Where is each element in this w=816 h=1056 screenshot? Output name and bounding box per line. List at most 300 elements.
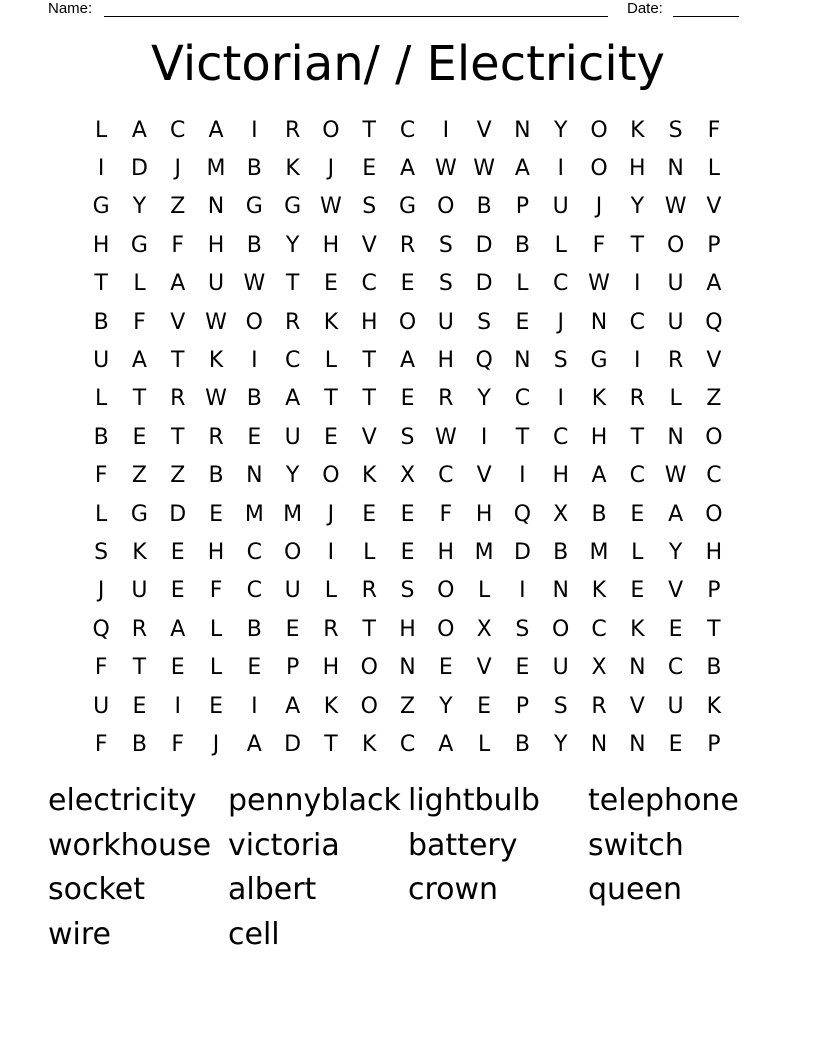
grid-letter: W [664,194,687,220]
grid-letter: N [552,578,569,604]
grid-letter: O [437,578,455,604]
grid-letter: R [667,348,684,374]
date-line [673,16,739,17]
grid-letter: A [514,156,530,182]
grid-letter: R [323,616,339,642]
grid-letter: G [590,348,608,374]
grid-letter: H [552,463,569,489]
grid-letter: K [323,693,339,719]
date-label: Date: [627,0,663,17]
grid-letter: L [324,348,338,374]
grid-letter: U [93,348,110,374]
grid-letter: Z [399,693,416,719]
grid-letter: U [284,424,301,450]
grid-letter: L [209,655,223,681]
grid-letter: P [285,655,300,681]
grid-letter: A [246,731,262,757]
grid-letter: N [246,463,263,489]
grid-letter: U [131,578,148,604]
grid-letter: E [668,616,683,642]
name-line [104,16,608,17]
grid-letter: V [476,463,492,489]
grid-letter: T [132,386,147,412]
grid-letter: I [251,117,258,143]
grid-letter: I [97,156,105,182]
grid-letter: U [667,271,684,297]
grid-letter: H [475,501,493,527]
grid-letter: T [630,424,645,450]
word-list-item: cell [228,916,280,952]
grid-letter: S [477,309,492,335]
grid-letter: E [630,578,645,604]
grid-letter: I [327,539,335,565]
grid-letter: N [207,194,225,220]
grid-letter: E [323,271,338,297]
grid-letter: I [557,156,564,182]
name-label: Name: [48,0,93,17]
grid-letter: U [667,309,684,335]
grid-letter: K [362,463,377,489]
grid-letter: R [438,386,454,412]
grid-letter: P [707,731,721,757]
grid-letter: Q [513,501,532,527]
grid-letter: V [476,117,492,143]
grid-letter: R [399,232,416,258]
grid-letter: H [207,232,225,258]
grid-letter: G [398,194,417,220]
grid-letter: P [515,693,530,719]
grid-letter: R [170,386,186,412]
grid-letter: E [247,424,262,450]
grid-letter: U [552,194,569,220]
grid-letter: J [327,156,335,182]
word-list-item: socket [48,872,146,908]
grid-letter: B [514,731,530,757]
grid-letter: D [284,731,302,757]
grid-letter: A [131,117,147,143]
word-list-item: wire [48,916,112,952]
grid-letter: E [400,271,415,297]
grid-letter: M [283,501,303,527]
grid-letter: V [170,309,186,335]
letter-grid [82,111,733,764]
word-list-item: workhouse [48,827,212,863]
grid-letter: D [475,271,493,297]
grid-letter: O [322,117,340,143]
grid-letter: G [92,194,110,220]
grid-letter: S [400,578,415,604]
grid-letter: L [707,156,721,182]
grid-letter: B [591,501,607,527]
header [48,0,748,18]
grid-letter: M [206,156,226,182]
grid-letter: X [553,501,569,527]
grid-letter: Y [553,731,568,757]
grid-letter: D [513,539,531,565]
grid-letter: S [438,232,453,258]
grid-letter: A [438,731,454,757]
grid-letter: B [246,232,262,258]
grid-letter: T [630,232,645,258]
grid-letter: Y [477,386,491,412]
grid-letter: E [630,501,645,527]
grid-letter: V [668,578,684,604]
grid-letter: N [629,655,646,681]
grid-letter: A [170,271,186,297]
grid-letter: Z [131,463,147,489]
grid-letter: H [322,232,340,258]
grid-letter: R [591,693,607,719]
grid-letter: Q [92,616,110,642]
grid-letter: L [133,271,146,297]
grid-letter: A [706,271,722,297]
grid-letter: B [93,309,109,335]
grid-letter: C [246,539,263,565]
grid-letter: I [442,117,450,143]
grid-letter: O [437,194,455,220]
grid-letter: A [285,693,301,719]
word-list-item: crown [408,872,499,908]
grid-letter: P [707,232,721,258]
grid-letter: C [361,271,377,297]
grid-letter: N [667,156,684,182]
grid-letter: A [399,156,416,182]
grid-letter: I [174,693,181,719]
grid-letter: J [595,194,603,220]
grid-letter: Y [132,194,147,220]
grid-letter: K [362,731,377,757]
grid-letter: L [554,232,567,258]
grid-letter: G [130,501,148,527]
grid-letter: C [246,578,263,604]
grid-letter: L [209,616,223,642]
grid-letter: J [174,156,181,182]
grid-letter: H [399,616,416,642]
grid-letter: R [284,309,301,335]
grid-letter: W [434,156,457,182]
grid-letter: C [399,731,416,757]
grid-letter: M [244,501,264,527]
grid-letter: E [170,578,185,604]
grid-letter: D [475,232,493,258]
grid-letter: S [553,693,568,719]
grid-letter: J [97,578,105,604]
grid-letter: I [251,348,258,374]
word-list-item: queen [588,872,682,908]
grid-letter: T [362,117,376,143]
grid-letter: N [590,731,608,757]
grid-letter: T [324,731,338,757]
grid-letter: Z [170,194,186,220]
grid-letter: I [557,386,564,412]
grid-letter: O [360,655,378,681]
grid-letter: B [246,386,262,412]
grid-letter: L [95,117,108,143]
grid-letter: D [130,156,148,182]
grid-letter: V [706,194,722,220]
grid-letter: K [208,348,224,374]
grid-letter: P [515,194,530,220]
grid-letter: W [588,271,610,297]
grid-letter: O [437,616,455,642]
grid-letter: I [634,348,641,374]
grid-letter: J [557,309,564,335]
grid-letter: E [247,655,262,681]
word-list-item: pennyblack [228,782,401,818]
grid-letter: C [591,616,607,642]
grid-letter: A [131,348,147,374]
grid-letter: K [630,117,645,143]
grid-letter: G [284,194,302,220]
grid-letter: B [93,424,109,450]
grid-letter: E [209,501,223,527]
grid-letter: Q [705,309,723,335]
grid-letter: B [246,156,262,182]
grid-letter: A [399,348,416,374]
grid-letter: E [400,539,415,565]
grid-letter: K [323,309,339,335]
grid-letter: O [590,156,608,182]
grid-letter: Z [706,386,722,412]
grid-letter: L [95,386,108,412]
grid-letter: I [519,578,526,604]
word-list-item: telephone [588,782,739,818]
grid-letter: T [707,616,721,642]
grid-letter: J [212,731,220,757]
grid-letter: H [437,348,455,374]
grid-letter: T [362,616,376,642]
grid-letter: D [169,501,187,527]
grid-letter: R [208,424,224,450]
grid-letter: X [399,463,416,489]
grid-letter: K [706,693,722,719]
grid-letter: O [705,424,723,450]
grid-letter: W [320,194,342,220]
grid-letter: A [668,501,684,527]
grid-letter: V [629,693,645,719]
grid-letter: F [133,309,146,335]
grid-letter: U [284,578,301,604]
grid-letter: O [283,539,302,565]
grid-letter: W [434,424,457,450]
grid-letter: C [629,463,645,489]
grid-letter: A [208,117,224,143]
grid-letter: X [591,655,607,681]
grid-letter: O [360,693,378,719]
grid-letter: Z [170,463,186,489]
grid-letter: S [94,539,109,565]
grid-letter: X [476,616,492,642]
grid-letter: W [473,156,495,182]
grid-letter: E [170,539,185,565]
grid-letter: I [634,271,641,297]
grid-letter: T [171,424,185,450]
grid-letter: F [439,501,453,527]
grid-letter: H [437,539,455,565]
grid-letter: F [171,731,185,757]
grid-letter: O [552,616,570,642]
word-list-item: electricity [48,782,197,818]
grid-letter: C [399,117,416,143]
grid-letter: T [362,386,376,412]
grid-letter: W [205,309,227,335]
grid-letter: Y [285,463,300,489]
grid-letter: V [361,424,377,450]
grid-letter: U [437,309,454,335]
grid-letter: L [516,271,529,297]
grid-letter: R [361,578,377,604]
grid-letter: R [131,616,148,642]
grid-letter: C [514,386,531,412]
grid-letter: B [476,194,492,220]
grid-letter: C [629,309,645,335]
grid-letter: S [553,348,568,374]
grid-letter: C [553,271,569,297]
grid-letter: F [592,232,606,258]
grid-letter: Y [630,194,645,220]
grid-letter: N [590,309,608,335]
grid-letter: C [667,655,684,681]
word-list-item: albert [228,872,317,908]
grid-letter: L [631,539,644,565]
grid-letter: A [170,616,186,642]
grid-letter: Y [285,232,300,258]
grid-letter: E [285,616,300,642]
grid-letter: O [398,309,417,335]
grid-letter: E [132,693,147,719]
word-list-item: victoria [228,827,340,863]
grid-letter: W [205,386,227,412]
grid-letter: H [322,655,340,681]
grid-letter: N [514,117,531,143]
grid-letter: S [438,271,453,297]
grid-letter: R [284,117,301,143]
grid-letter: G [130,232,148,258]
grid-letter: T [132,655,147,681]
grid-letter: W [664,463,687,489]
grid-letter: K [132,539,147,565]
grid-letter: C [438,463,454,489]
grid-letter: Y [553,117,568,143]
grid-letter: L [669,386,682,412]
grid-letter: F [171,232,185,258]
grid-letter: F [209,578,223,604]
word-list-item: battery [408,827,518,863]
grid-letter: I [480,424,488,450]
grid-letter: E [362,156,377,182]
grid-letter: K [285,156,300,182]
grid-letter: A [591,463,607,489]
grid-letter: R [629,386,645,412]
grid-letter: O [705,501,723,527]
grid-letter: V [706,348,722,374]
word-list-item: switch [588,827,684,863]
grid-letter: M [589,539,609,565]
grid-letter: H [629,156,646,182]
grid-letter: N [629,731,646,757]
grid-letter: S [362,194,377,220]
grid-letter: M [474,539,494,565]
grid-letter: L [363,539,376,565]
grid-letter: T [94,271,108,297]
grid-letter: T [324,386,338,412]
grid-letter: Q [475,348,493,374]
word-list [48,778,768,957]
grid-letter: E [209,693,223,719]
grid-letter: U [552,655,569,681]
grid-letter: H [92,232,110,258]
grid-letter: F [94,463,108,489]
grid-letter: U [667,693,684,719]
grid-letter: P [707,578,721,604]
grid-letter: V [476,655,492,681]
grid-letter: J [327,501,335,527]
grid-letter: K [591,578,607,604]
grid-letter: L [324,578,338,604]
grid-letter: L [477,731,491,757]
grid-letter: E [400,386,415,412]
grid-letter: N [514,348,531,374]
grid-letter: T [171,348,185,374]
grid-letter: O [322,463,340,489]
grid-letter: I [251,693,258,719]
grid-letter: I [519,463,526,489]
grid-letter: H [705,539,723,565]
grid-letter: B [131,731,147,757]
grid-letter: Y [668,539,683,565]
grid-letter: F [94,731,108,757]
grid-letter: F [707,117,721,143]
grid-letter: A [285,386,301,412]
grid-letter: C [553,424,569,450]
grid-letter: B [553,539,569,565]
word-list-item: lightbulb [408,782,540,818]
grid-letter: T [515,424,530,450]
grid-letter: Y [439,693,453,719]
grid-letter: B [208,463,224,489]
grid-letter: L [477,578,491,604]
grid-letter: N [399,655,416,681]
grid-letter: E [132,424,147,450]
page-title: Victorian/ / Electricity [151,36,665,92]
grid-letter: K [630,616,645,642]
grid-letter: C [706,463,722,489]
grid-letter: T [285,271,300,297]
grid-letter: T [362,348,376,374]
grid-letter: B [514,232,530,258]
grid-letter: K [591,386,607,412]
grid-letter: U [93,693,110,719]
grid-letter: S [668,117,683,143]
grid-letter: O [590,117,608,143]
grid-letter: E [438,655,453,681]
grid-letter: F [94,655,108,681]
grid-letter: N [667,424,684,450]
grid-letter: C [170,117,186,143]
grid-letter: L [95,501,108,527]
grid-letter: E [668,731,683,757]
grid-letter: W [243,271,266,297]
grid-letter: G [245,194,263,220]
grid-letter: B [246,616,262,642]
grid-letter: S [400,424,415,450]
grid-letter: E [477,693,492,719]
grid-letter: H [590,424,608,450]
grid-letter: O [666,232,685,258]
grid-letter: U [207,271,225,297]
grid-letter: E [170,655,185,681]
grid-letter: V [361,232,377,258]
